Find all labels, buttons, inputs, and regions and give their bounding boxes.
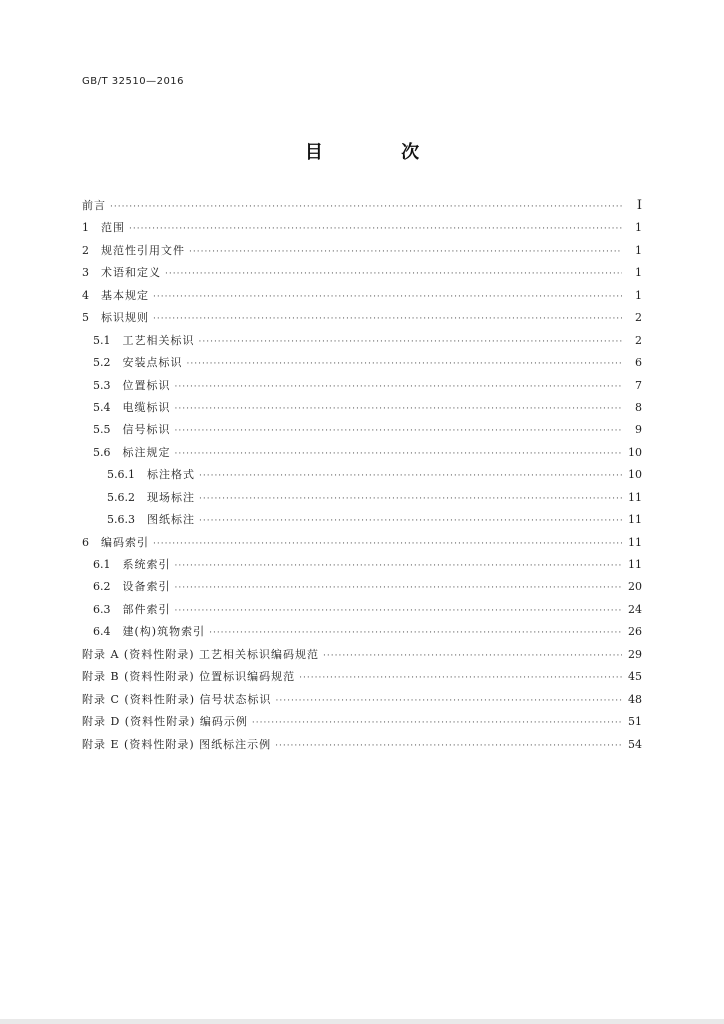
toc-leader-dots: [175, 382, 623, 392]
toc-entry-page: 8: [635, 400, 642, 414]
toc-entry-number: 6: [82, 535, 89, 549]
toc-leader-dots: [110, 202, 622, 212]
toc-entry-title: 位置标识: [122, 378, 171, 392]
toc-leader-dots: [275, 741, 622, 751]
toc-entry-number: 5.3: [93, 378, 111, 392]
toc-entry-page: 1: [635, 266, 642, 280]
toc-leader-dots: [199, 494, 622, 504]
toc-entry-title: 附录 C (资料性附录) 信号状态标识: [82, 692, 272, 706]
toc-entry-number: 4: [82, 288, 89, 302]
toc-entry-page: 20: [628, 580, 642, 594]
toc-entry-title: 电缆标识: [122, 400, 171, 414]
toc-entry-page: 51: [628, 715, 642, 729]
page-title: 目 次: [304, 142, 456, 163]
toc-entry-title: 前言: [82, 199, 106, 212]
toc-entry-number: 3: [82, 266, 89, 280]
toc-entry-number: 1: [82, 221, 89, 235]
toc-entry[interactable]: [82, 668, 642, 690]
toc-entry-title: 信号标识: [122, 423, 171, 437]
toc-entry-number: 6.3: [93, 602, 111, 616]
toc-entry-title: 设备索引: [122, 580, 171, 594]
toc-entry-page: 1: [635, 288, 642, 302]
toc-entry-title: 附录 D (资料性附录) 编码示例: [82, 715, 248, 729]
toc-entry-number: 5.6.3: [107, 513, 135, 527]
toc-entry-page: 45: [628, 670, 642, 684]
toc-entry-title: 术语和定义: [101, 266, 161, 280]
toc-entry[interactable]: [82, 377, 642, 399]
toc-entry-page: 11: [628, 558, 642, 571]
toc-entry-title: 规范性引用文件: [101, 243, 185, 257]
toc-entry-title: 编码索引: [101, 535, 149, 549]
toc-entry[interactable]: [82, 219, 642, 241]
toc-entry[interactable]: [82, 646, 642, 668]
toc-entry-title: 附录 A (资料性附录) 工艺相关标识编码规范: [82, 647, 320, 661]
toc-leader-dots: [153, 539, 622, 549]
toc-entry-title: 系统索引: [122, 558, 171, 571]
toc-entry-title: 标识规则: [101, 311, 149, 325]
toc-entry-title: 图纸标注: [147, 513, 195, 527]
toc-entry-page: Ⅰ: [636, 198, 642, 213]
table-of-contents: [82, 197, 642, 758]
toc-entry-page: 48: [628, 692, 642, 706]
toc-leader-dots: [199, 471, 622, 481]
toc-entry-title: 部件索引: [122, 602, 171, 616]
toc-entry-number: 5: [82, 311, 89, 325]
toc-entry-page: 26: [628, 625, 642, 639]
toc-entry[interactable]: [82, 309, 642, 331]
toc-leader-dots: [252, 718, 622, 728]
toc-leader-dots: [323, 651, 622, 661]
toc-entry[interactable]: [82, 534, 642, 556]
toc-entry-title: 现场标注: [147, 490, 195, 504]
toc-entry-number: 5.2: [93, 356, 111, 370]
toc-leader-dots: [175, 561, 623, 571]
toc-entry-number: 6.4: [93, 625, 111, 639]
toc-entry-page: 11: [628, 535, 642, 549]
toc-entry-title: 建(构)筑物索引: [122, 625, 206, 639]
toc-leader-dots: [299, 673, 622, 683]
toc-entry[interactable]: [82, 332, 642, 354]
toc-entry-page: 1: [635, 243, 642, 257]
toc-entry-title: 范围: [101, 221, 125, 235]
toc-entry-page: 7: [635, 378, 642, 392]
toc-entry-title: 基本规定: [101, 288, 149, 302]
toc-entry[interactable]: [82, 713, 642, 735]
toc-entry-number: 6.2: [93, 580, 111, 594]
toc-entry[interactable]: [82, 736, 642, 758]
toc-leader-dots: [199, 337, 623, 347]
toc-entry-title: 标注格式: [147, 468, 195, 482]
toc-entry-page: 10: [628, 445, 642, 459]
toc-entry-title: 标注规定: [122, 445, 171, 459]
toc-leader-dots: [175, 426, 623, 436]
toc-leader-dots: [175, 606, 623, 616]
toc-entry-page: 1: [635, 221, 642, 235]
toc-entry-number: 5.6: [93, 445, 111, 459]
toc-leader-dots: [153, 292, 622, 302]
toc-entry[interactable]: [82, 287, 642, 309]
toc-entry[interactable]: [82, 242, 642, 264]
toc-entry[interactable]: [82, 466, 642, 488]
toc-entry-number: 6.1: [93, 558, 111, 571]
toc-entry[interactable]: [82, 691, 642, 713]
toc-entry[interactable]: [82, 444, 642, 466]
toc-leader-dots: [175, 404, 623, 414]
toc-entry[interactable]: [82, 421, 642, 443]
toc-entry-title: 附录 B (资料性附录) 位置标识编码规范: [82, 670, 296, 684]
toc-entry-page: 11: [628, 490, 642, 504]
toc-leader-dots: [187, 359, 623, 369]
toc-entry[interactable]: [82, 197, 642, 219]
toc-entry-page: 9: [635, 423, 642, 437]
toc-entry-title: 附录 E (资料性附录) 图纸标注示例: [82, 737, 272, 751]
toc-leader-dots: [199, 516, 622, 526]
toc-entry[interactable]: [82, 354, 642, 376]
toc-entry-number: 5.1: [93, 333, 111, 347]
toc-entry-page: 11: [628, 513, 642, 527]
toc-entry-page: 2: [635, 333, 642, 347]
toc-leader-dots: [153, 314, 622, 324]
toc-entry-page: 54: [628, 737, 642, 751]
toc-entry[interactable]: [82, 623, 642, 645]
toc-leader-dots: [129, 224, 622, 234]
toc-entry-number: 5.6.1: [107, 468, 135, 482]
toc-entry-page: 24: [628, 602, 642, 616]
toc-leader-dots: [276, 696, 623, 706]
toc-entry-page: 10: [628, 468, 642, 482]
toc-entry-title: 工艺相关标识: [122, 333, 195, 347]
toc-entry-number: 5.6.2: [107, 490, 135, 504]
toc-entry-number: 2: [82, 243, 89, 257]
toc-leader-dots: [165, 269, 622, 279]
toc-entry[interactable]: [82, 511, 642, 533]
page-bottom-edge: [0, 1019, 724, 1024]
toc-leader-dots: [175, 449, 623, 459]
standard-code: GB/T 32510—2016: [82, 76, 185, 87]
toc-leader-dots: [175, 583, 623, 593]
toc-entry[interactable]: [82, 556, 642, 578]
toc-entry-page: 6: [635, 356, 642, 370]
toc-entry-number: 5.4: [93, 400, 111, 414]
toc-entry-page: 2: [635, 311, 642, 325]
toc-leader-dots: [209, 628, 622, 638]
toc-leader-dots: [189, 247, 622, 257]
toc-entry-number: 5.5: [93, 423, 111, 437]
toc-entry[interactable]: [82, 578, 642, 600]
toc-entry[interactable]: [82, 489, 642, 511]
toc-entry[interactable]: [82, 399, 642, 421]
toc-entry-title: 安装点标识: [122, 356, 183, 370]
toc-entry[interactable]: [82, 264, 642, 286]
toc-entry[interactable]: [82, 601, 642, 623]
toc-entry-page: 29: [628, 647, 642, 661]
